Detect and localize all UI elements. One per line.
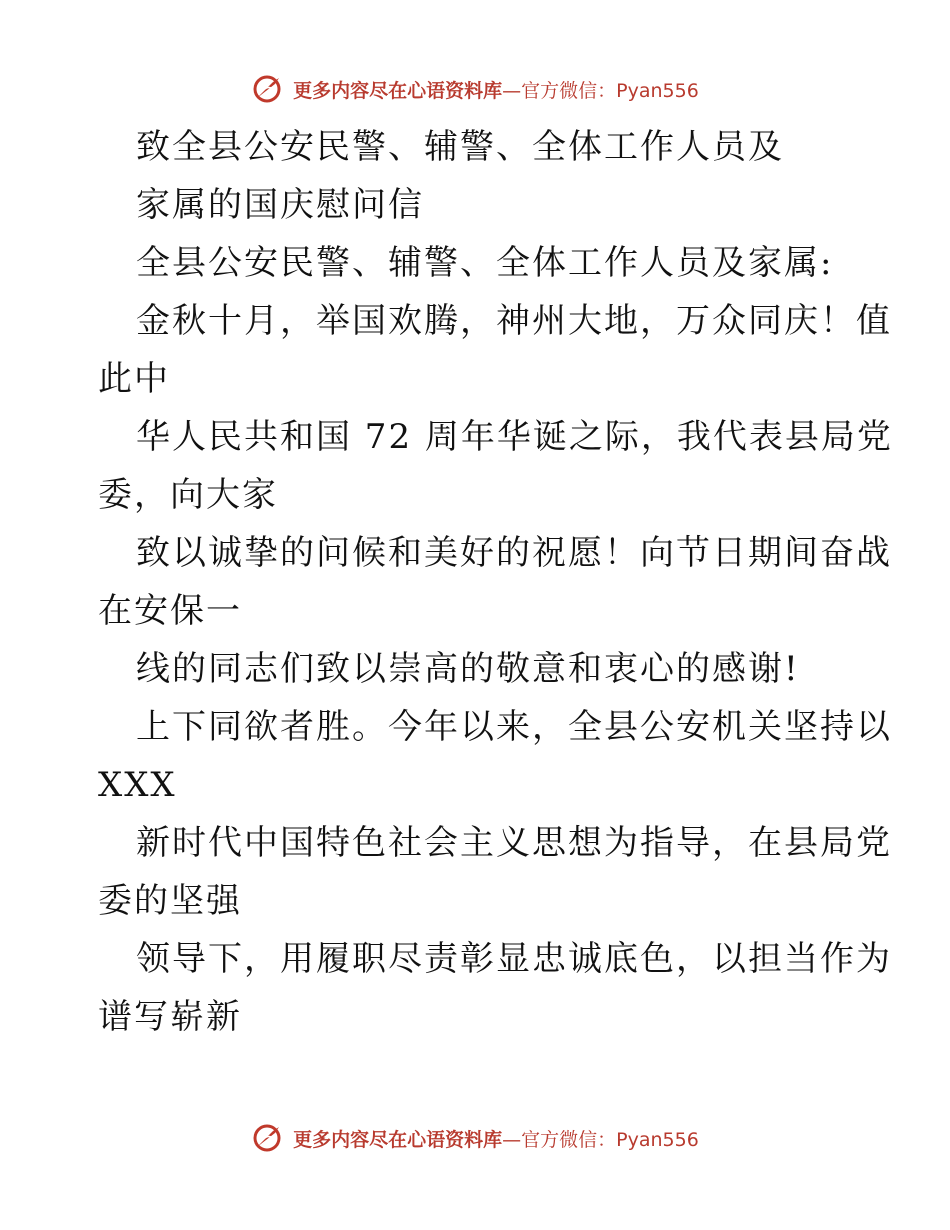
watermark-brand: 更多内容尽在心语资料库 <box>293 79 503 102</box>
watermark-brand: 更多内容尽在心语资料库 <box>293 1128 503 1151</box>
text-line: 在安保一 <box>98 591 242 631</box>
text-line: 领导下，用履职尽责彰显忠诚底色，以担当作为 <box>136 939 892 979</box>
watermark-wechat: 官方微信：Pyan556 <box>521 1128 699 1151</box>
text-line: XXX <box>98 765 177 805</box>
watermark-wechat: 官方微信：Pyan556 <box>521 79 699 102</box>
document-body <box>98 118 893 1046</box>
text-line: 致以诚挚的问候和美好的祝愿！向节日期间奋战 <box>136 533 892 573</box>
text-line: 谱写崭新 <box>98 997 242 1037</box>
footer-watermark <box>0 1123 950 1153</box>
text-line: 致全县公安民警、辅警、全体工作人员及 <box>136 127 784 167</box>
header-watermark <box>0 74 950 104</box>
watermark-separator: — <box>502 1128 522 1151</box>
text-line: 家属的国庆慰问信 <box>136 185 424 225</box>
text-line: 新时代中国特色社会主义思想为指导，在县局党 <box>136 823 892 863</box>
quill-logo-icon <box>251 74 285 104</box>
watermark-text <box>293 76 699 103</box>
text-line: 线的同志们致以崇高的敬意和衷心的感谢! <box>136 649 800 689</box>
text-line: 委的坚强 <box>98 881 242 921</box>
watermark-separator: — <box>502 79 522 102</box>
text-line: 此中 <box>98 359 170 399</box>
text-line: 委，向大家 <box>98 475 278 515</box>
text-line: 全县公安民警、辅警、全体工作人员及家属: <box>136 243 834 283</box>
text-line: 金秋十月，举国欢腾，神州大地，万众同庆！值 <box>136 301 892 341</box>
watermark-text <box>293 1125 699 1152</box>
text-line: 华人民共和国 72 周年华诞之际，我代表县局党 <box>136 417 893 457</box>
text-line: 上下同欲者胜。今年以来，全县公安机关坚持以 <box>136 707 892 747</box>
quill-logo-icon <box>251 1123 285 1153</box>
